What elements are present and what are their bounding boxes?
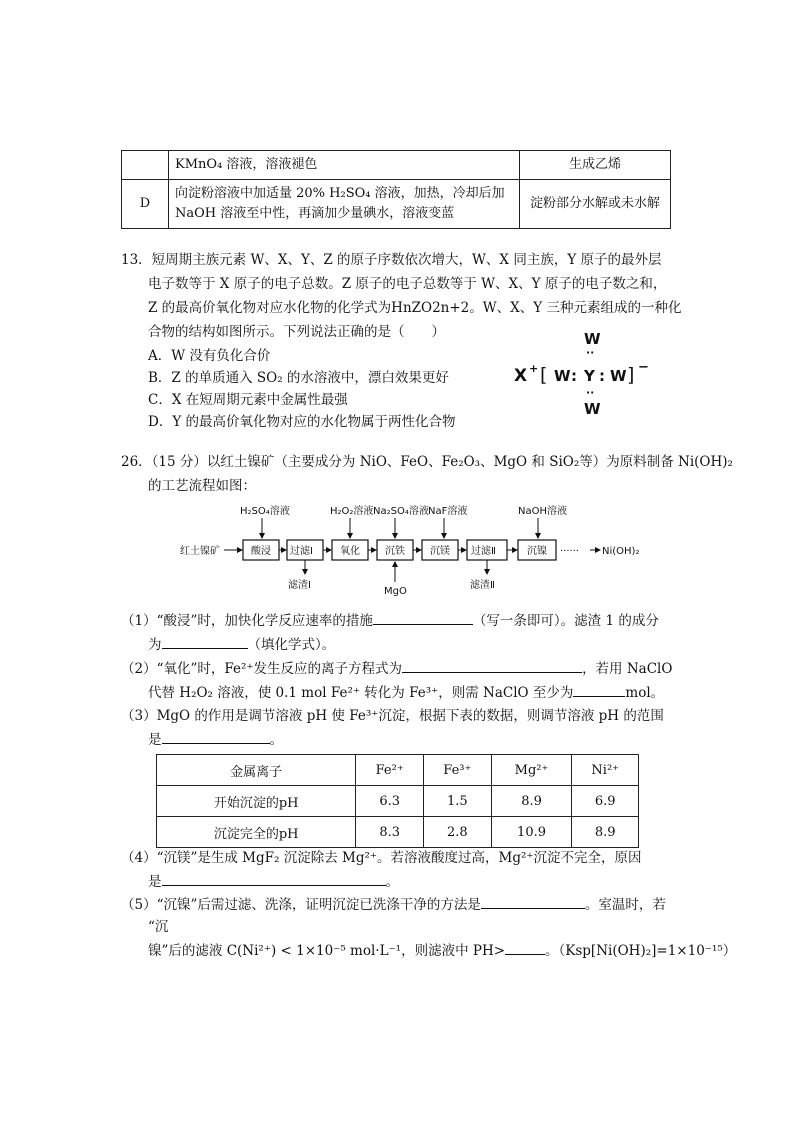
answer-blank[interactable] xyxy=(373,610,473,625)
flow-end: Ni(OH)₂ xyxy=(602,546,640,557)
table-cell: 6.9 xyxy=(572,786,639,817)
step-precip-iron: 沉铁 xyxy=(385,546,405,557)
q-text: （填化学式）。 xyxy=(247,637,336,653)
q-text: 。室温时，若 xyxy=(584,897,666,913)
electron-dots: ·· xyxy=(586,346,595,359)
q-text: 是 xyxy=(148,732,162,748)
option-label xyxy=(122,151,169,180)
bracket-right: ] xyxy=(627,364,635,386)
operation-cell: KMnO₄ 溶液，溶液褪色 xyxy=(169,151,520,180)
answer-blank[interactable] xyxy=(481,894,585,909)
q13-text: Z 的最高价氧化物对应水化物的化学式为 xyxy=(148,300,392,316)
answer-blank[interactable] xyxy=(162,634,248,649)
table-row xyxy=(122,151,671,180)
option-b: B．Z 的单质通入 SO₂ 的水溶液中，漂白效果更好 xyxy=(148,370,449,386)
atom-w-right: W xyxy=(610,367,627,385)
atom-y: Y xyxy=(584,367,595,385)
q13-line xyxy=(148,298,681,318)
q26-line: 26．（15 分）以红土镍矿（主要成分为 NiO、FeO、Fe₂O₃、MgO 和 SiO₂等）为原料制备 Ni(OH)₂ xyxy=(121,454,733,470)
reagent-label: Na₂SO₄溶液 xyxy=(373,506,429,517)
q26-part1 xyxy=(121,610,659,631)
q-text: 是 xyxy=(148,874,162,890)
q-text: mol。 xyxy=(625,685,665,701)
q26-part2-cont xyxy=(148,682,664,703)
charge-plus: + xyxy=(529,362,539,375)
q26-part4: （4）“沉镁”是生成 MgF₂ 沉淀除去 Mg²⁺。若溶液酸度过高，Mg²⁺沉淀不完全，原因 xyxy=(121,850,642,866)
atom-w-left: W xyxy=(554,367,571,385)
answer-blank[interactable] xyxy=(162,729,270,744)
header-cell: Fe²⁺ xyxy=(356,755,424,786)
residue-1: 滤渣Ⅰ xyxy=(288,580,311,591)
q-text: ，若用 NaClO xyxy=(582,661,673,677)
table-cell: 10.9 xyxy=(491,817,572,848)
q13-line: 电子数等于 X 原子的电子总数。Z 原子的电子总数等于 W、X、Y 原子的电子数之和， xyxy=(148,276,667,292)
operation-cell xyxy=(169,180,520,229)
flow-start: 红土镍矿 xyxy=(180,546,220,557)
atom-w-bottom: W xyxy=(584,400,601,418)
q-text: 。 xyxy=(385,874,399,890)
q13-line: 13．短周期主族元素 W、X、Y、Z 的原子序数依次增大，W、X 同主族，Y 原子的最外层 xyxy=(121,252,662,268)
q26-part5 xyxy=(121,894,666,915)
option-c: C．X 在短周期元素中金属性最强 xyxy=(148,392,348,408)
q26-part5-cont: “沉 xyxy=(148,919,169,935)
table-cell: 8.9 xyxy=(572,817,639,848)
q-text: （1）“酸浸”时，加快化学反应速率的措施 xyxy=(121,613,373,629)
bond-colon: : xyxy=(571,367,577,385)
table-cell: 8.3 xyxy=(356,817,424,848)
q26-part1-cont xyxy=(148,634,335,655)
step-acid-leach: 酸浸 xyxy=(251,546,271,557)
answer-blank[interactable] xyxy=(573,682,625,697)
answer-blank[interactable] xyxy=(402,658,582,673)
table-row xyxy=(157,817,639,848)
reagent-label: NaOH溶液 xyxy=(518,506,567,517)
option-a: A．W 没有负化合价 xyxy=(148,348,271,364)
q-text: （2）“氧化”时，Fe²⁺发生反应的离子方程式为 xyxy=(121,661,403,677)
header-cell: 金属离子 xyxy=(157,755,356,786)
table-row xyxy=(122,180,671,229)
q-text: 。（Ksp[Ni(OH)₂]=1×10⁻¹⁵） xyxy=(545,943,737,959)
electron-dots: ·· xyxy=(586,386,595,399)
reagent-label: H₂O₂溶液 xyxy=(330,506,374,517)
q26-part3-cont xyxy=(148,729,283,750)
option-d: D．Y 的最高价氧化物对应的水化物属于两性化合物 xyxy=(148,414,456,430)
q-text: （写一条即可）。滤渣 1 的成分 xyxy=(472,613,659,629)
step-precip-mg: 沉镁 xyxy=(430,546,450,557)
q26-part2 xyxy=(121,658,672,679)
step-oxidize: 氧化 xyxy=(340,546,360,557)
lewis-structure xyxy=(510,330,660,420)
table-header-row xyxy=(157,755,639,786)
q26-part5-cont2 xyxy=(148,940,736,961)
q-text: 为 xyxy=(148,637,162,653)
table-cell: 6.3 xyxy=(356,786,424,817)
charge-minus: − xyxy=(638,360,649,375)
mgo-label: MgO xyxy=(384,586,407,597)
header-cell: Ni²⁺ xyxy=(572,755,639,786)
step-filter-2: 过滤Ⅱ xyxy=(471,546,496,557)
answer-blank[interactable] xyxy=(162,871,386,886)
bond-colon: : xyxy=(599,367,605,385)
step-precip-ni: 沉镍 xyxy=(527,546,547,557)
q-text: 。 xyxy=(269,732,283,748)
bracket-left: [ xyxy=(540,364,548,386)
q13-line: 合物的结构如图所示。下列说法正确的是（ ） xyxy=(148,324,445,340)
flow-dots: ······ xyxy=(560,546,580,557)
process-flowchart xyxy=(180,502,700,598)
formula: HnZO2n+2 xyxy=(391,300,470,316)
residue-2: 滤渣Ⅱ xyxy=(470,580,495,591)
conclusion-cell: 生成乙烯 xyxy=(520,151,671,180)
header-cell: Mg²⁺ xyxy=(491,755,572,786)
row-label: 沉淀完全的pH xyxy=(157,817,356,848)
header-cell: Fe³⁺ xyxy=(423,755,491,786)
step-filter-1: 过滤Ⅰ xyxy=(290,546,313,557)
experiment-table xyxy=(121,150,671,229)
conclusion-cell: 淀粉部分水解或未水解 xyxy=(520,180,671,229)
atom-x: X xyxy=(514,366,528,386)
q-text: 镍”后的滤液 C(Ni²⁺) < 1×10⁻⁵ mol·L⁻¹，则滤液中 PH> xyxy=(148,943,506,959)
atom-w-top: W xyxy=(584,330,601,348)
row-label: 开始沉淀的pH xyxy=(157,786,356,817)
answer-blank[interactable] xyxy=(505,940,545,955)
operation-line: NaOH 溶液至中性，再滴加少量碘水，溶液变蓝 xyxy=(175,206,455,221)
q-text: （5）“沉镍”后需过滤、洗涤，证明沉淀已洗涤干净的方法是 xyxy=(121,897,481,913)
table-cell: 8.9 xyxy=(491,786,572,817)
table-cell: 2.8 xyxy=(423,817,491,848)
ph-table xyxy=(156,754,639,848)
q-text: 代替 H₂O₂ 溶液，使 0.1 mol Fe²⁺ 转化为 Fe³⁺，则需 NaClO 至少为 xyxy=(148,685,574,701)
q26-line: 的工艺流程如图： xyxy=(148,478,256,494)
reagent-label: NaF溶液 xyxy=(428,506,468,517)
table-cell: 1.5 xyxy=(423,786,491,817)
option-label: D xyxy=(122,180,169,229)
table-row xyxy=(157,786,639,817)
q26-part4-cont xyxy=(148,871,399,892)
q26-part3: （3）MgO 的作用是调节溶液 pH 使 Fe³⁺沉淀，根据下表的数据，则调节溶液 pH 的范围 xyxy=(121,708,664,724)
q13-text: 。W、X、Y 三种元素组成的一种化 xyxy=(469,300,682,316)
reagent-label: H₂SO₄溶液 xyxy=(240,506,290,517)
operation-line: 向淀粉溶液中加适量 20% H₂SO₄ 溶液，加热，冷却后加 xyxy=(175,186,505,201)
